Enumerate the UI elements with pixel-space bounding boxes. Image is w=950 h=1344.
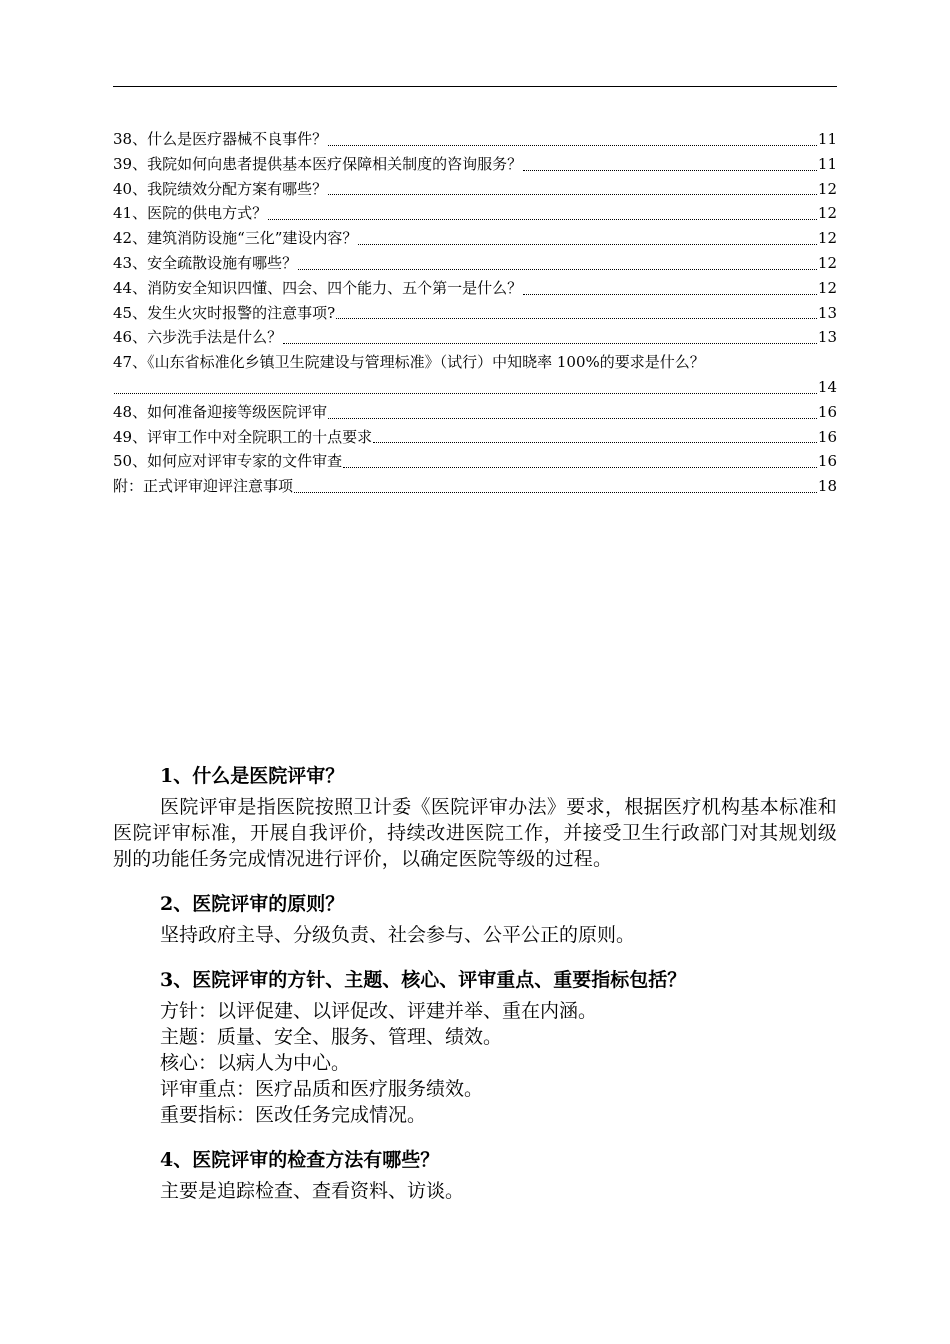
toc-entry-47[interactable] (113, 350, 837, 400)
toc-dot-leader (294, 492, 817, 493)
toc-dot-leader (358, 244, 816, 245)
toc-entry-page: 13 (817, 303, 837, 322)
toc-dot-leader (343, 467, 817, 468)
toc-entry-page: 13 (817, 328, 837, 347)
table-of-contents (113, 127, 837, 499)
section-line: 主题：质量、安全、服务、管理、绩效。 (160, 1026, 503, 1048)
section-heading: 3、医院评审的方针、主题、核心、评审重点、重要指标包括？ (160, 969, 687, 991)
toc-entry-page: 12 (817, 278, 837, 297)
section-heading: 4、医院评审的检查方法有哪些？ (160, 1149, 440, 1171)
toc-entry-title: 45、发生火灾时报警的注意事项? (113, 303, 336, 322)
toc-dot-leader (523, 170, 817, 171)
toc-entry-title: 40、我院绩效分配方案有哪些？ (113, 179, 328, 198)
toc-dot-leader (268, 219, 817, 220)
toc-dot-leader (523, 294, 817, 295)
toc-entry-title: 49、评审工作中对全院职工的十点要求 (113, 427, 373, 446)
toc-entry-title: 42、建筑消防设施“三化”建设内容？ (113, 229, 358, 248)
section-line: 重要指标：医改任务完成情况。 (160, 1104, 427, 1126)
toc-entry-42[interactable] (113, 226, 837, 251)
toc-entry-page: 12 (817, 253, 837, 272)
toc-entry-49[interactable] (113, 425, 837, 450)
toc-entry-appendix[interactable] (113, 474, 837, 499)
toc-entry-title: 附：正式评审迎评注意事项 (113, 477, 294, 496)
section-heading: 2、医院评审的原则？ (160, 893, 345, 915)
toc-entry-page: 14 (817, 377, 837, 396)
toc-entry-43[interactable] (113, 251, 837, 276)
toc-entry-title: 38、什么是医疗器械不良事件？ (113, 130, 328, 148)
toc-entry-title: 50、如何应对评审专家的文件审查 (113, 452, 343, 471)
toc-dot-leader (283, 343, 817, 344)
toc-entry-title: 47、《山东省标准化乡镇卫生院建设与管理标准》（试行）中知晓率 100%的要求是什么？ (113, 353, 705, 372)
toc-dot-leader (298, 269, 817, 270)
toc-entry-title: 44、消防安全知识四懂、四会、四个能力、五个第一是什么？ (113, 278, 523, 297)
section-1 (113, 762, 837, 872)
toc-entry-50[interactable] (113, 449, 837, 474)
toc-dot-leader (328, 194, 817, 195)
toc-entry-page: 16 (817, 427, 837, 446)
section-3 (113, 966, 837, 1128)
section-line: 主要是追踪检查、查看资料、访谈。 (160, 1180, 465, 1202)
toc-entry-40[interactable] (113, 177, 837, 202)
toc-dot-leader (328, 418, 817, 419)
toc-dot-leader (328, 145, 817, 146)
toc-entry-page: 11 (817, 154, 837, 173)
header-rule (113, 86, 837, 87)
toc-entry-45[interactable] (113, 301, 837, 326)
toc-entry-46[interactable] (113, 325, 837, 350)
toc-entry-page: 16 (817, 402, 837, 421)
toc-entry-48[interactable] (113, 400, 837, 425)
toc-entry-page: 12 (817, 179, 837, 198)
toc-entry-title: 43、安全疏散设施有哪些？ (113, 253, 298, 272)
toc-entry-41[interactable] (113, 201, 837, 226)
toc-entry-44[interactable] (113, 276, 837, 301)
toc-entry-page: 12 (817, 204, 837, 223)
body-content (113, 762, 837, 1222)
toc-entry-39[interactable] (113, 152, 837, 177)
toc-entry-page: 12 (817, 229, 837, 248)
toc-entry-page: 16 (817, 452, 837, 471)
section-4 (113, 1146, 837, 1204)
toc-entry-title: 46、六步洗手法是什么？ (113, 328, 283, 347)
toc-entry-title: 41、医院的供电方式？ (113, 204, 268, 223)
toc-entry-38[interactable] (113, 127, 837, 152)
section-line: 坚持政府主导、分级负责、社会参与、公平公正的原则。 (160, 924, 636, 946)
section-paragraph: 医院评审是指医院按照卫计委《医院评审办法》要求，根据医疗机构基本标准和医院评审标准，开展自我评价，持续改进医院工作，并接受卫生行政部门对其规划级别的功能任务完成情况进行评价，以确定医院等级的过程。 (113, 796, 837, 870)
section-line: 评审重点：医疗品质和医疗服务绩效。 (160, 1078, 484, 1100)
toc-dot-leader (336, 318, 817, 319)
section-line: 核心：以病人为中心。 (160, 1052, 351, 1074)
toc-entry-title: 48、如何准备迎接等级医院评审 (113, 402, 328, 421)
section-2 (113, 890, 837, 948)
toc-entry-page: 18 (817, 477, 837, 496)
section-line: 方针：以评促建、以评促改、评建并举、重在内涵。 (160, 1000, 598, 1022)
toc-entry-title: 39、我院如何向患者提供基本医疗保障相关制度的咨询服务？ (113, 154, 523, 173)
toc-dot-leader (373, 442, 817, 443)
toc-entry-page: 11 (817, 130, 837, 148)
section-heading: 1、什么是医院评审？ (160, 765, 345, 787)
toc-dot-leader (114, 393, 817, 394)
